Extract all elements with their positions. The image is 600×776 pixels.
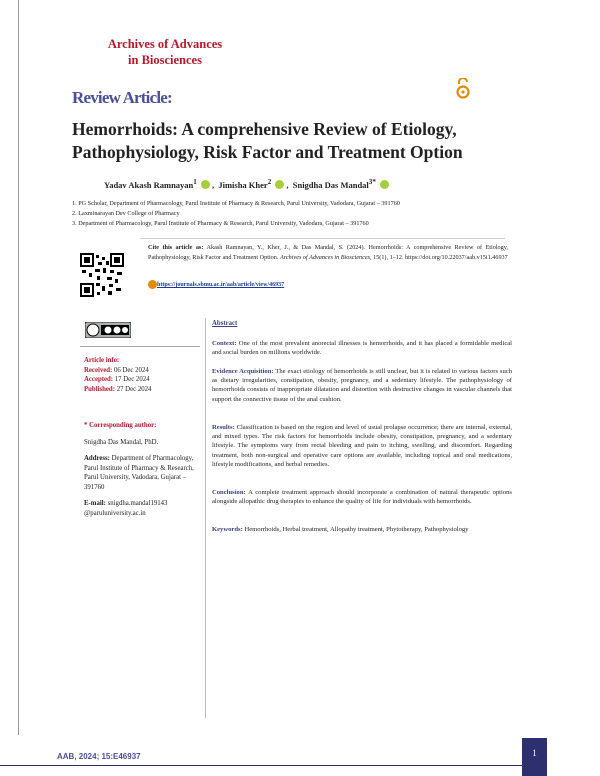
published-date: 27 Dec 2024 — [116, 385, 152, 393]
corresponding-label: * Corresponding author: — [84, 422, 157, 429]
affiliation-item: 3. Department of Pharmacology, Parul Institute of Pharmacy & Research, Parul University, Vadodara, Gujarat – 391760 — [72, 220, 369, 227]
orcid-icon[interactable] — [275, 180, 284, 189]
footer-citation: AAB, 2024; 15:E46937 — [57, 752, 141, 761]
journal-name-line2: in Biosciences — [128, 53, 202, 67]
left-column-rule — [80, 346, 200, 347]
citation-text: Akash Ramnayan, Y., Kher, J., & Das Mandal, S. (2024). Hemorrhoids: A comprehensive Review of Etiology, Pathophysiology, Risk Factor and Treatment Option. — [148, 244, 508, 261]
article-link[interactable]: https://journals.sbmu.ac.ir/aab/article/view/46937 — [157, 282, 285, 288]
author-list: Yadav Akash Ramnayan$^1$ , Jimisha Kher$^2$ , Snigdha Das Mandal$^{3*}$ — [104, 178, 391, 190]
citation-journal: Archives of Advances in Biosciences — [279, 253, 370, 261]
citation-block — [148, 243, 508, 262]
received-label: Received: — [84, 366, 113, 374]
article-info — [84, 356, 151, 394]
conclusion-label: Conclusion: — [212, 489, 246, 496]
email-label: E-mail: — [84, 500, 106, 507]
citation-rest: , 15(1), 1–12. https://doi.org/10.22037/aab.v15i1.46937 — [370, 253, 508, 261]
orcid-icon[interactable] — [201, 180, 210, 189]
accepted-label: Accepted: — [84, 376, 114, 383]
abstract-conclusion — [212, 488, 512, 506]
orcid-icon[interactable] — [380, 180, 389, 189]
open-access-icon — [455, 78, 471, 105]
cc-license-badge[interactable] — [85, 322, 131, 343]
abstract-results — [212, 423, 512, 469]
affiliation-item: 2. Laxminarayan Dev College of Pharmacy — [72, 210, 180, 217]
author-name[interactable]: Yadav Akash Ramnayan — [104, 179, 194, 190]
results-label: Results: — [212, 424, 235, 431]
author-sup: 1 — [193, 178, 197, 186]
affiliation-item: 1. PG Scholar, Department of Pharmacology, Parul Institute of Pharmacy & Research, Parul University, Vadodara, Gujarat – 391760 — [72, 200, 400, 207]
evidence-text: The exact etiology of hemorrhoids is still unclear, but it is related to various factors such as dietary irregularities, constipation, obesity, pregnancy, and a sedentary lifestyle. The pathophysiology of hemorrhoids consists of inappropriate dilatation and distortion with destructive changes in vascular channels that support the connective tissue of the anal cushion. — [212, 368, 512, 403]
abstract-keywords — [212, 525, 512, 534]
citation-label: Cite this article as: — [148, 244, 204, 251]
author-name[interactable]: Snigdha Das Mandal — [292, 179, 369, 190]
doi-icon — [148, 280, 157, 289]
received-date: 06 Dec 2024 — [114, 366, 149, 374]
abstract-heading: Abstract — [212, 320, 238, 327]
address-text: Department of Pharmacology, Parul Institute of Pharmacy & Research, Parul University, Vadodara, Gujarat – 391760 — [84, 455, 194, 491]
author-sup: 3* — [368, 178, 376, 186]
journal-name-line1: Archives of Advances — [107, 37, 223, 51]
qr-code[interactable] — [80, 253, 124, 302]
journal-name — [100, 36, 230, 68]
keywords-text: Hemorrhoids, Herbal treatment, Allopathy treatment, Phytotherapy, Pathophysiology — [244, 526, 469, 533]
corresponding-name: Snigdha Das Mandal, PhD. — [84, 438, 159, 446]
context-text: One of the most prevalent anorectal illnesses is hemorrhoids, and it has placed a formidable medical and social burden on millions worldwide. — [212, 340, 512, 357]
published-label: Published: — [84, 385, 115, 393]
results-text: Classification is based on the region and level of usual prolapse occurrence; there are internal, external, and mixed types. The risk factors for hemorrhoids include obesity, constipation, pregnancy, and a sedentary lifestyle. The symptoms vary from rectal bleeding and pain to itching, swelling, and discomfort. Regarding treatment, both non-surgical and operative care options are available, including topical and oral medications, lifestyle modifications, and herbal remedies. — [212, 424, 512, 468]
article-title: Hemorrhoids: A comprehensive Review of Etiology, Pathophysiology, Risk Factor and Treatment Option — [72, 119, 463, 162]
author-sup: 2 — [267, 178, 272, 186]
citation-rule — [140, 238, 505, 239]
article-type: Review Article: — [72, 88, 172, 107]
corresponding-author — [84, 421, 198, 518]
abstract-evidence — [212, 367, 512, 404]
conclusion-text: A complete treatment approach should incorporate a combination of natural therapeutic options alongside allopathic drug therapies to enhance the quality of life for individuals with hemorrhoids. — [212, 489, 512, 506]
author-name[interactable]: Jimisha Kher — [218, 179, 268, 190]
affiliations — [72, 199, 400, 229]
article-info-label: Article info: — [84, 357, 120, 364]
email-text[interactable]: snigdha.mandal19143 @paruluniversity.ac.in — [84, 500, 168, 517]
page-number: 1 — [522, 738, 547, 776]
left-margin-rule — [18, 0, 19, 735]
keywords-label: Keywords: — [212, 526, 243, 533]
footer-rule — [0, 765, 522, 766]
evidence-label: Evidence Acquisition: — [212, 368, 274, 375]
abstract-context — [212, 339, 512, 357]
accepted-date: 17 Dec 2024 — [114, 376, 150, 383]
column-divider — [205, 318, 206, 718]
context-label: Context: — [212, 340, 237, 347]
address-label: Address: — [84, 455, 110, 462]
